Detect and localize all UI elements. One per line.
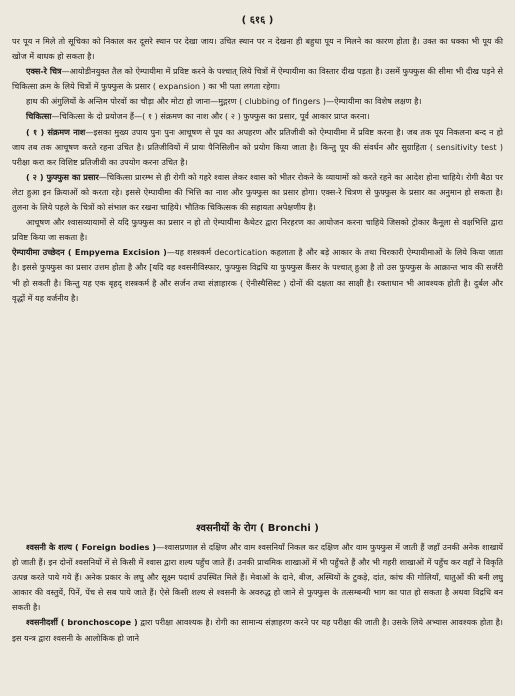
text-block-lower (12, 540, 503, 646)
paragraph-text: —आयोडीनयुक्त तैल को ऐम्पायीमा में प्रविष्ट करने के पश्चात् लिये चित्रों में ऐम्पायीमा का विस्तार दीख पड़ता है। उसमें फुफ्फुस की सीमा भी दीख पड़ने से चिकित्सा क्रम के लिये चित्रों में फुफ्फुस के प्रसार ( expansion ) का भी पता लगता रहेगा। (12, 66, 503, 92)
paragraph-text: —यह शस्त्रकर्म decortication कहलाता है और बड़े आकार के तथा चिरकारी ऐम्पायीमाओं के लिये किया जाता है। इससे फुफ्फुस का प्रसार उत्तम होता है और [यदि वह श्वसनीविस्फार, फुफ्फुस विद्रधि या फुफ्फुस कैंसर के पश्चात् हुआ है तो उस फुफ्फुस के आक्रान्त भाव की सर्जरी भी हो सकती है। किन्तु यह एक बृहद् शस्त्रकर्म है और सर्जन तथा संज्ञाहारक ( ऐनीस्थैसिस्ट ) दोनों की दक्षता का साक्षी है। रक्ताधान भी आवश्यक होती है। दुर्बल और वृद्धों में यह वर्जनीय है। (12, 247, 503, 303)
paragraph-text: पर पूय न मिले तो सूचिका को निकाल कर दूसरे स्थान पर देखा जाय। उचित स्थान पर न देखना ही बहुधा पूय न मिलने का कारण होता है। उक्त का धक्का भी पूय की खोज में बाधक हो सकता है। (12, 36, 503, 62)
paragraph-text: —चिकित्सा प्रारम्भ से ही रोगी को गहरे श्वास लेकर श्वास को भीतर रोकने के व्यायामों को करते रहने का आदेश होना चाहिये। रोगी बैठा पर लेटा हुआ इन क्रियाओं को करता रहे। इससे ऐम्पायीमा की भित्ति का नाश और फुफ्फुस का प्रसार होगा। एक्स-रे चित्रण से फुफ्फुस के प्रसार का अनुमान हो सकता है। तुलना के लिये पहले के चित्रों को संभाल कर रखना चाहिये। भौतिक चिकित्सक की सहायता अपेक्षणीय है। (12, 171, 503, 213)
paragraph-lead: चिकित्सा (26, 111, 52, 122)
paragraph-lead: एक्स-रे चित्र (26, 66, 62, 77)
paragraph-lead: ( १ ) संक्रमण नाश (26, 126, 86, 137)
paragraph (12, 109, 503, 124)
paragraph (12, 64, 503, 94)
paragraph (12, 170, 503, 215)
paragraph-text: —श्वासप्रणाल से दक्षिण और वाम श्वसनियाँ निकल कर दक्षिण और वाम फुफ्फुस में जाती हैं जहाँ उनकी अनेक शाखायें हो जाती हैं। इन दोनों श्वसनियों में से किसी में श्वास द्वारा शल्य पहुँच जाते हैं। उनकी प्राथमिक शाखाओं में भी पहुँचते हैं और भी गहरी शाखाओं में पहुँच कर वहाँ ने विकृति उत्पन्न करते पाये गये हैं। अनेक प्रकार के लघु और सूक्ष्म पदार्थ उपस्थित मिले हैं। मेवाओं के दाने, बीज, अस्थियों के टुकड़े, दांत, कांच की गोलियाँ, धातुओं की बनी लघु आकार की वस्तुयें, पिनें, पेंच से सब पाये जाते हैं। ऐसे किसी शल्य से श्वसनी के अवरुद्ध हो जाने से फुफ्फुस के तत्सम्बन्धी भाग का पात हो सकता है अथवा विद्रधि बन सकती है। (12, 542, 503, 613)
paragraph (12, 615, 503, 645)
paragraph-text: द्वारा परीक्षा आवश्यक है। रोगी का सामान्य संज्ञाहरण करने पर यह परीक्षा की जाती है। उसके लिये अभ्यास आवश्यक होता है। इस यन्त्र द्वारा श्वसनी के आलोकिक हो जाने (12, 617, 504, 643)
paragraph (12, 125, 503, 170)
paragraph-text: —चिकित्सा के दो प्रयोजन हैं—( १ ) संक्रमण का नाश और ( २ ) फुफ्फुस का प्रसार, पूर्व आकार प्राप्त करना। (51, 111, 370, 122)
paragraph (12, 34, 503, 64)
page-number: ( ६१६ ) (241, 15, 274, 26)
section-heading: श्वसनीयों के रोग ( Bronchi ) (196, 523, 319, 534)
paragraph-lead: श्वसनीदर्शी ( bronchoscope ) (26, 617, 138, 628)
paragraph (12, 215, 503, 245)
paragraph-lead: ऐम्पायीमा उच्छेदन ( Empyema Excision ) (12, 247, 167, 258)
text-block-upper (12, 34, 503, 306)
paragraph-lead: ( २ ) फुफ्फुस का प्रसार (26, 171, 99, 182)
paragraph-text: आचूषण और श्वासव्यायामों से यदि फुफ्फुस का प्रसार न हो तो ऐम्पायीमा कैथेटर द्वारा निरहरण का आयोजन करना चाहिये जिसको ट्रोकार कैनूला से वक्षभित्ति द्वारा प्रविष्ट किया जा सकता है। (12, 217, 503, 243)
paragraph-lead: श्वसनी के शल्य ( Foreign bodies ) (26, 542, 157, 552)
paragraph-text: —इसका मुख्य उपाय पुनः पुनः आचूषण से पूय का अपहरण और प्रतिजीवी को ऐम्पायीमा में प्रविष्ट करना है। जब तक पूय निकलना बन्द न हो जाय तब तक आचूषण करते रहना उचित है। प्रतिजीवियों में प्रायः पैनिसिलीन को प्रयोग किया जाता है। किन्तु पूय की संवर्धन और सुग्राहिता ( sensitivity test ) परीक्षा करा कर विशिष्ट प्रतिजीवी का उपयोग करना उचित है। (12, 126, 503, 167)
paragraph-text: हाथ की अंगुलियों के अन्तिम पोरवों का चौड़ा और मोटा हो जाना—मुद्गरण ( clubbing of fingers )—ऐम्पायीमा का विशेष लक्षण है। (26, 96, 422, 107)
paragraph (12, 245, 503, 305)
paragraph (12, 540, 503, 615)
paragraph (12, 94, 503, 109)
